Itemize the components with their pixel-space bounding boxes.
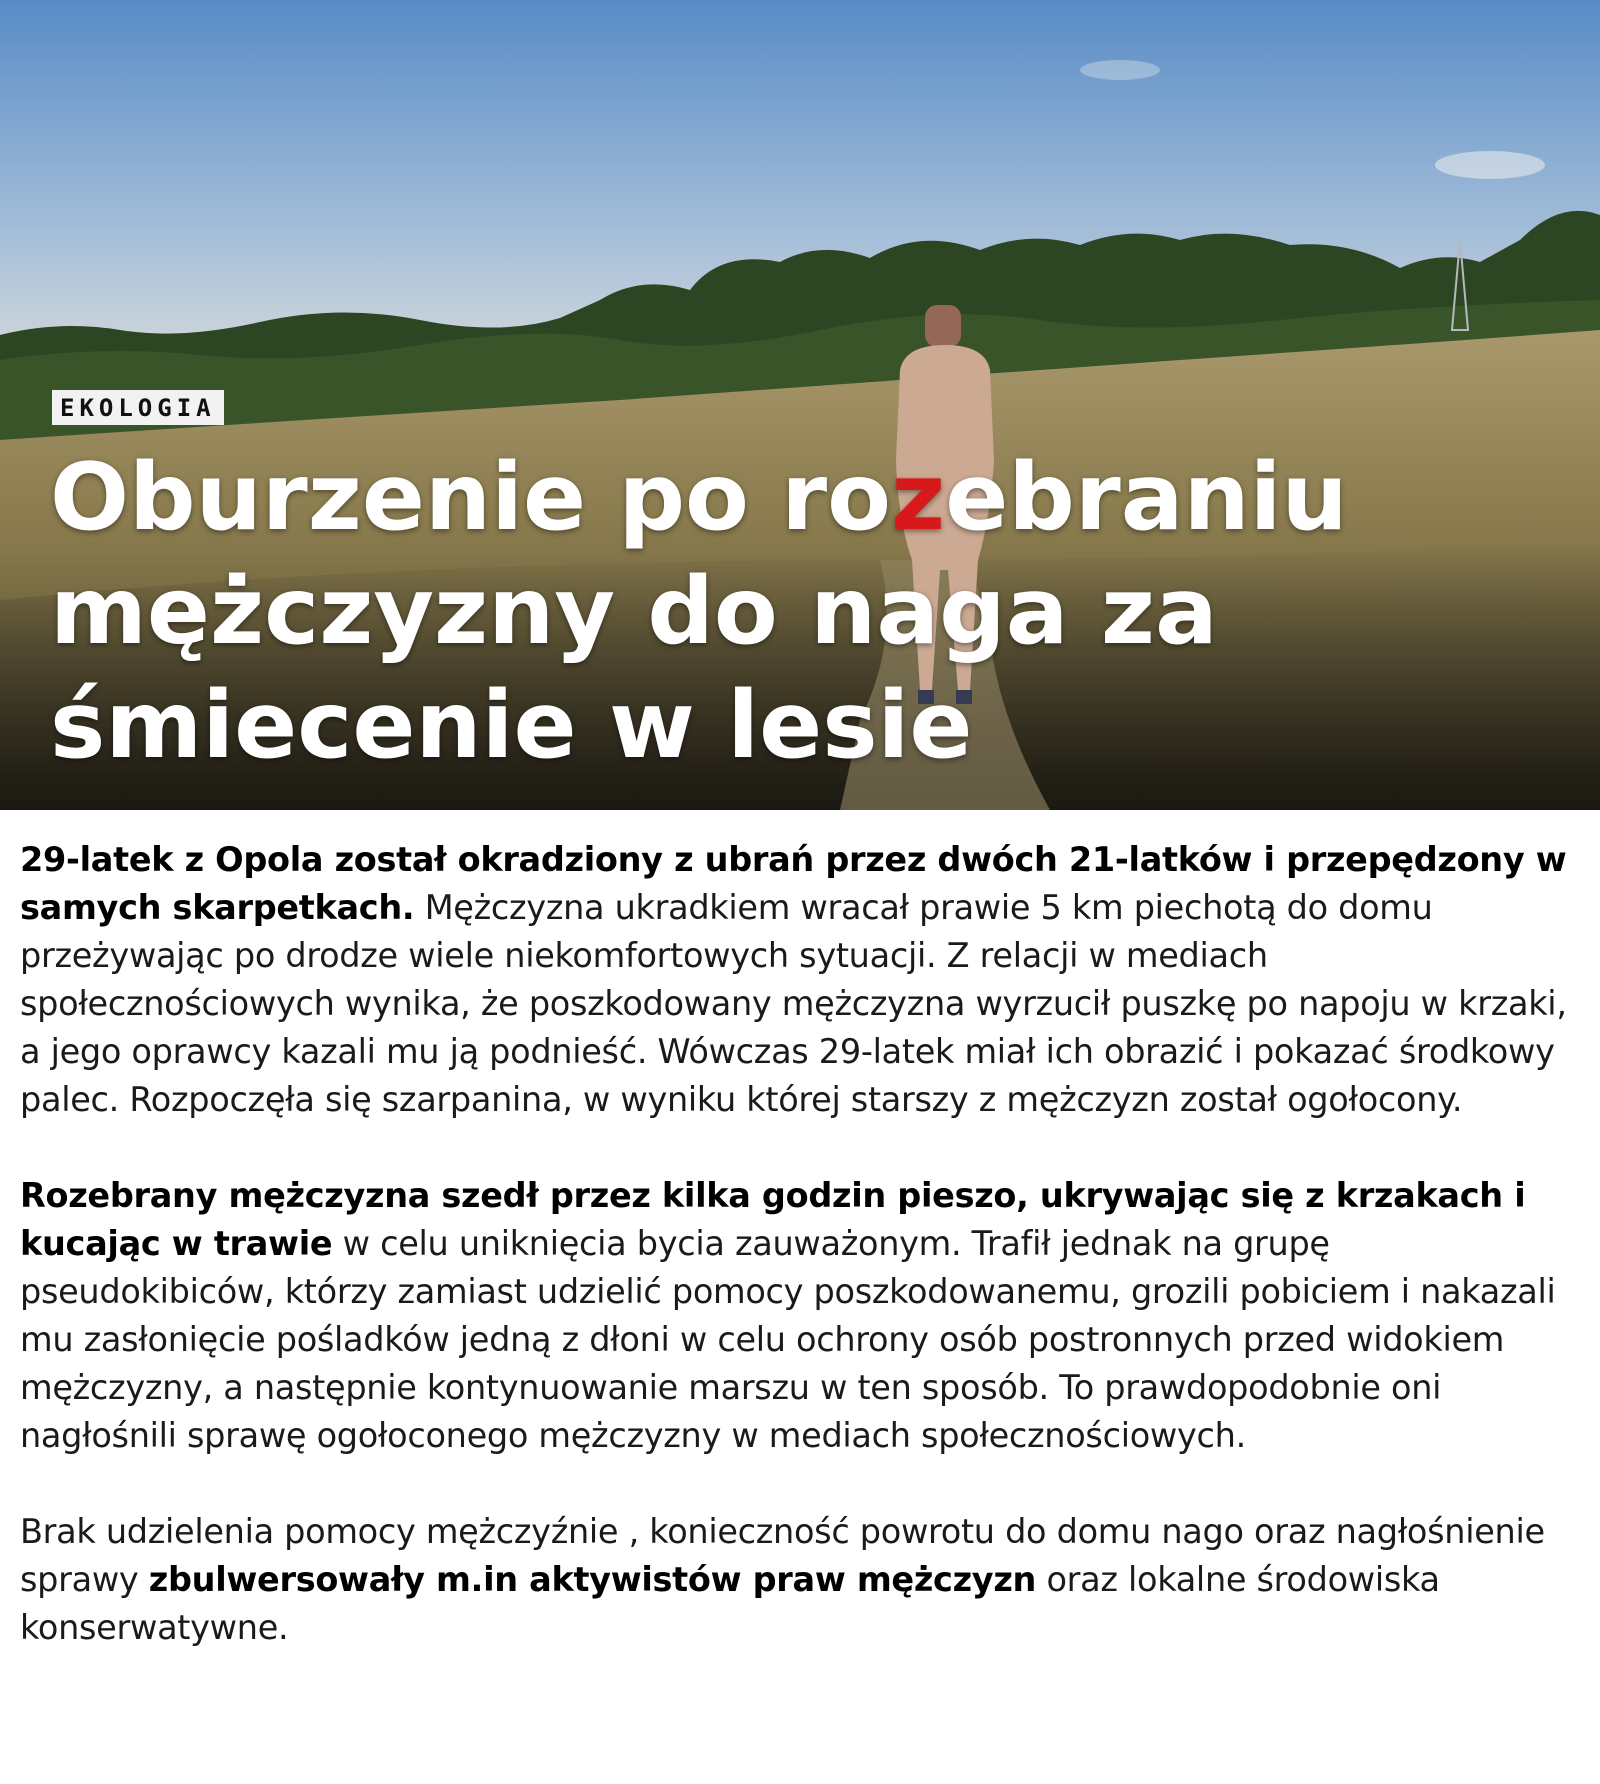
- article-body: [20, 836, 1590, 1700]
- hero-photo: [0, 0, 1600, 810]
- category-tag: EKOLOGIA: [52, 390, 224, 425]
- article-headline: [50, 440, 1500, 782]
- headline-line2: mężczyzny do naga za: [50, 557, 1218, 665]
- paragraph-3: [20, 1508, 1590, 1652]
- paragraph-1: [20, 836, 1590, 1124]
- paragraph-1-lead: 29-latek z Opola został okradziony z ubrań przez dwóch 21-latków i przepędzony w samych skarpetkach.: [20, 840, 1567, 927]
- paragraph-3-text-start: Brak udzielenia pomocy mężczyźnie , konieczność powrotu do domu nago oraz nagłośnienie sprawy: [20, 1512, 1545, 1599]
- headline-line1-end: ebraniu: [945, 443, 1348, 551]
- paragraph-3-text-end: oraz lokalne środowiska konserwatywne.: [20, 1560, 1440, 1647]
- paragraph-1-text: Mężczyzna ukradkiem wracał prawie 5 km piechotą do domu przeżywając po drodze wiele niekomfortowych sytuacji. Z relacji w mediach społecznościowych wynika, że poszkodowany mężczyzna wyrzucił puszkę po napoju w krzaki, a jego oprawcy kazali mu ją podnieść. Wówczas 29-latek miał ich obrazić i pokazać środkowy palec. Rozpoczęła się szarpanina, w wyniku której starszy z mężczyzn został ogołocony.: [20, 888, 1567, 1119]
- headline-accent-letter: z: [891, 443, 946, 551]
- headline-line1-start: Oburzenie po ro: [50, 443, 892, 551]
- paragraph-2-lead: Rozebrany mężczyzna szedł przez kilka godzin pieszo, ukrywając się z krzakach i kucając w trawie: [20, 1176, 1526, 1263]
- paragraph-3-highlight: zbulwersowały m.in aktywistów praw mężczyzn: [148, 1560, 1037, 1599]
- headline-line3: śmiecenie w lesie: [50, 671, 973, 779]
- paragraph-2: [20, 1172, 1590, 1460]
- paragraph-2-text: w celu uniknięcia bycia zauważonym. Trafił jednak na grupę pseudokibiców, którzy zamiast udzielić pomocy poszkodowanemu, grozili pobiciem i nakazali mu zasłonięcie pośladków jedną z dłoni w celu ochrony osób postronnych przed widokiem mężczyzny, a następnie kontynuowanie marszu w ten sposób. To prawdopodobnie oni nagłośnili sprawę ogołoconego mężczyzny w mediach społecznościowych.: [20, 1224, 1556, 1455]
